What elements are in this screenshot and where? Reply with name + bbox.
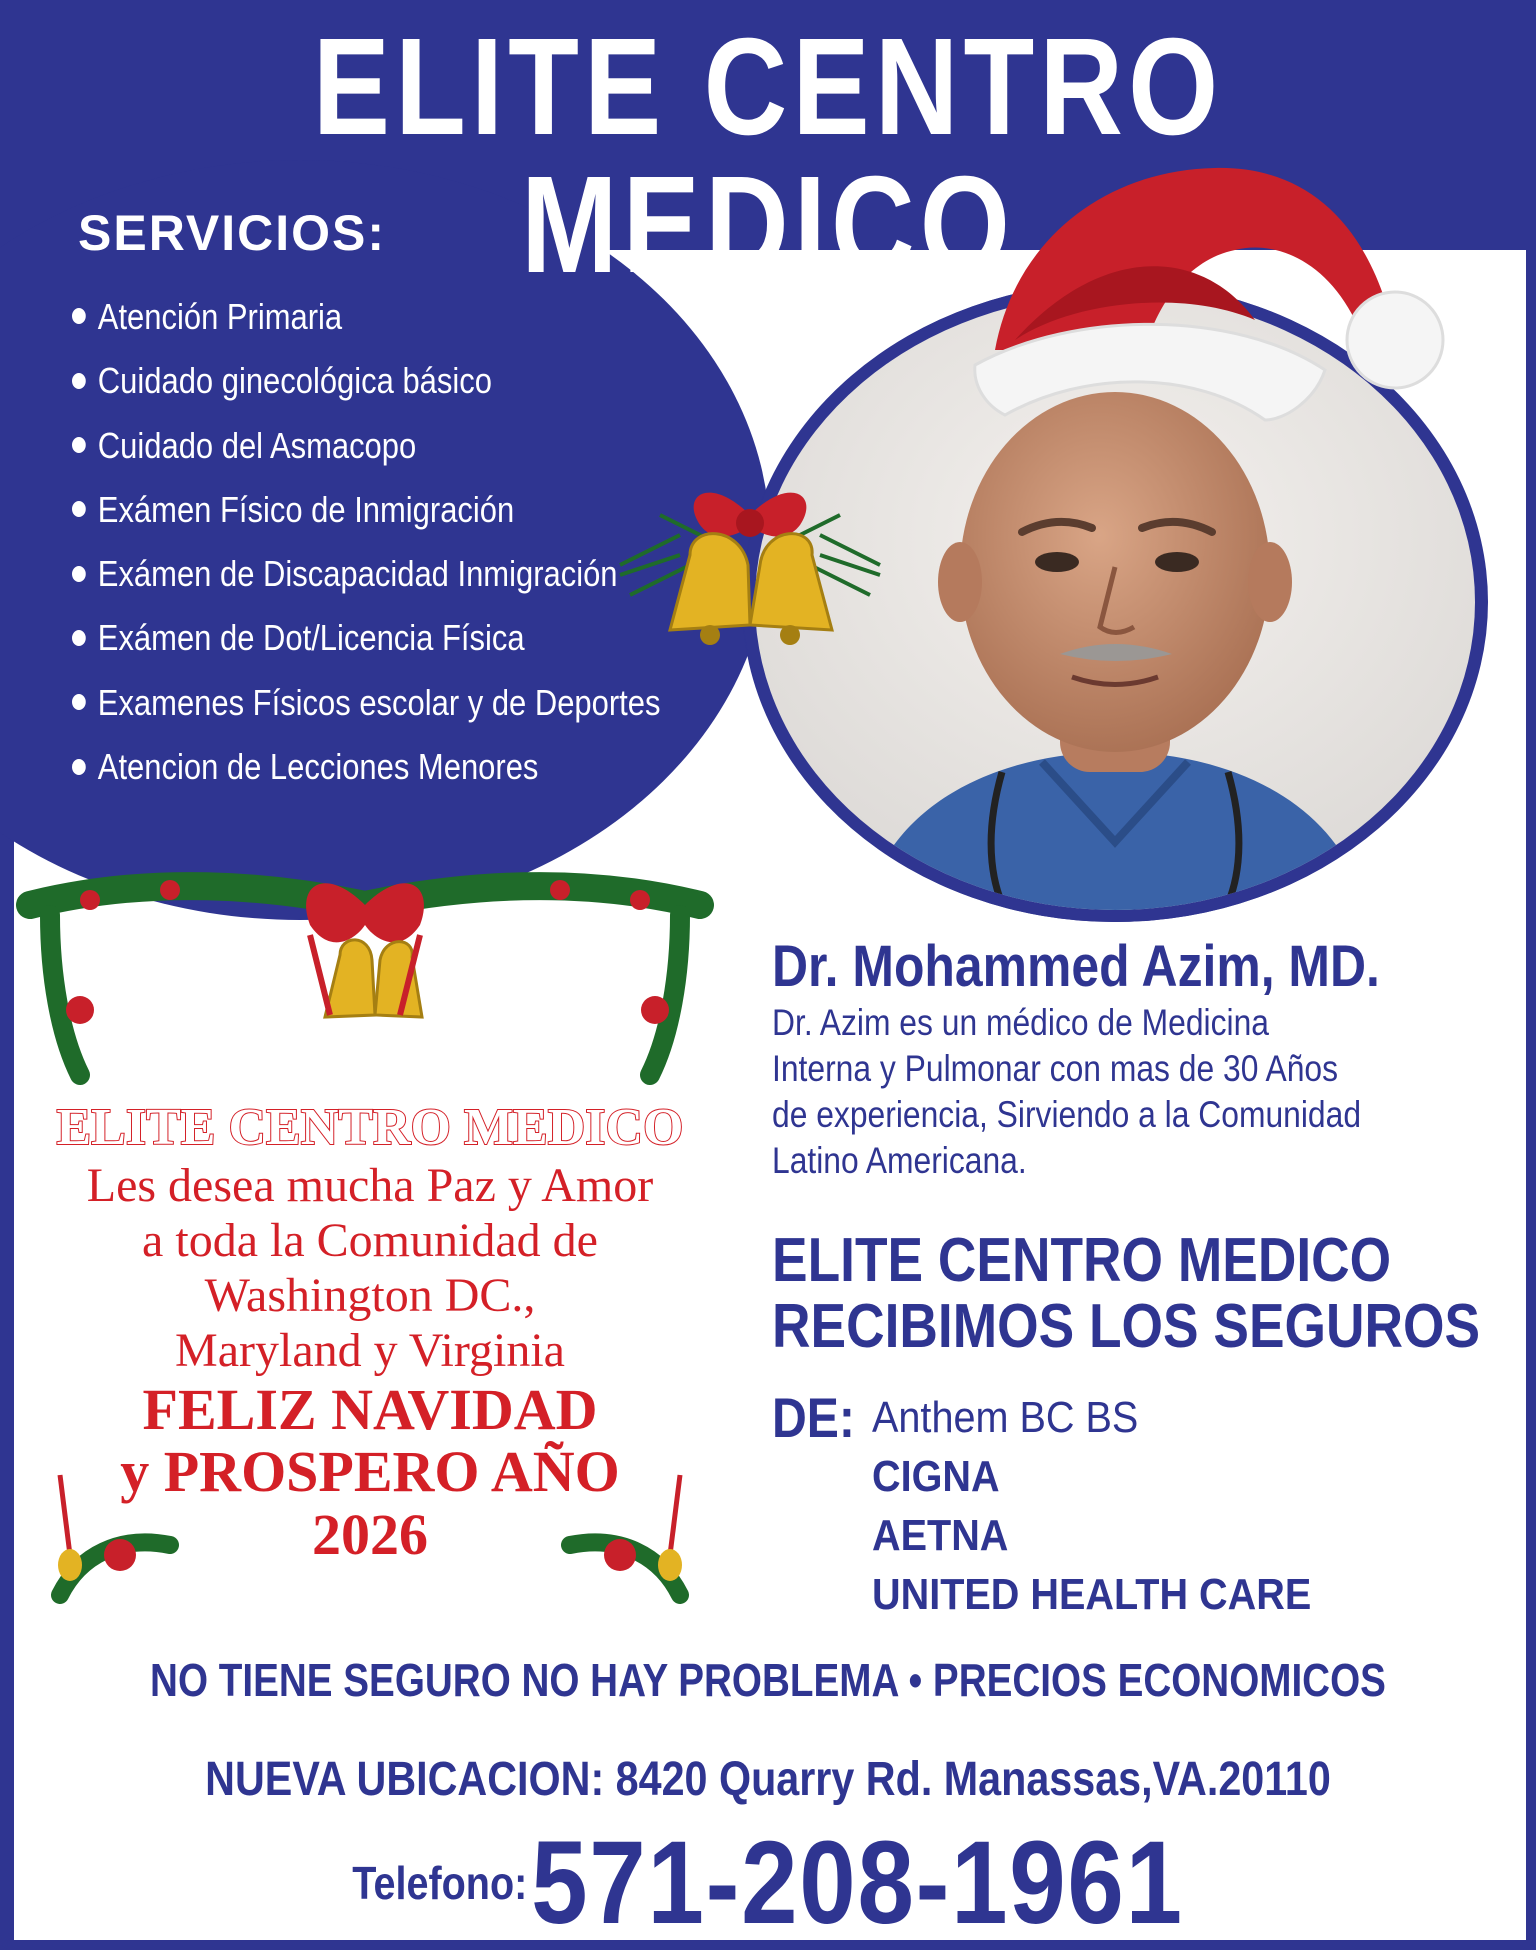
- service-item: Examenes Físicos escolar y de Deportes: [72, 671, 660, 735]
- insurance-provider: CIGNA: [872, 1452, 1000, 1501]
- service-item: Exámen de Dot/Licencia Física: [72, 606, 660, 670]
- page-title: ELITE CENTRO MEDICO: [312, 10, 1224, 302]
- doctor-bio: Dr. Azim es un médico de Medicina Interna y Pulmonar con mas de 30 Años de experiencia, Sirviendo a la Comunidad Latino Americana.: [772, 1002, 1362, 1181]
- insurance-provider: Anthem BC BS: [872, 1393, 1139, 1442]
- bullet-icon: [72, 437, 86, 453]
- holiday-line: y PROSPERO AÑO: [120, 1439, 620, 1505]
- bullet-icon: [72, 308, 86, 324]
- insurance-heading: ELITE CENTRO MEDICO RECIBIMOS LOS SEGUROS: [772, 1226, 1481, 1361]
- bullet-icon: [72, 501, 86, 517]
- service-item: Atención Primaria: [72, 285, 660, 349]
- address: NUEVA UBICACION: 8420 Quarry Rd. Manassas,VA.20110: [205, 1753, 1331, 1806]
- greeting-line: Maryland y Virginia: [175, 1324, 565, 1378]
- service-item: Cuidado del Asmacopo: [72, 414, 660, 478]
- phone-label: Telefono:: [352, 1857, 528, 1909]
- insurance-de-label: DE:: [772, 1386, 855, 1449]
- service-item: Cuidado ginecológica básico: [72, 349, 660, 413]
- phone-row: [108, 1815, 1429, 1950]
- greeting-line: a toda la Comunidad de: [142, 1213, 598, 1267]
- greeting-title: ELITE CENTRO MEDICO: [56, 1099, 684, 1156]
- santa-hat-icon: [955, 150, 1455, 450]
- no-insurance-tagline: NO TIENE SEGURO NO HAY PROBLEMA • PRECIOS ECONOMICOS: [150, 1654, 1386, 1706]
- bullet-icon: [72, 566, 86, 582]
- insurance-provider: AETNA: [872, 1511, 1009, 1560]
- service-item: Exámen Físico de Inmigración: [72, 478, 660, 542]
- bullet-icon: [72, 694, 86, 710]
- insurance-provider: UNITED HEALTH CARE: [872, 1570, 1312, 1619]
- holiday-year: 2026: [312, 1501, 428, 1567]
- holly-garland-icon: [10, 845, 720, 1105]
- holiday-greeting: [20, 1098, 720, 1566]
- bullet-icon: [72, 373, 86, 389]
- bullet-icon: [72, 759, 86, 775]
- greeting-line: Les desea mucha Paz y Amor: [86, 1158, 654, 1212]
- bullet-icon: [72, 630, 86, 646]
- service-item: Atencion de Lecciones Menores: [72, 735, 660, 799]
- doctor-name: Dr. Mohammed Azim, MD.: [772, 934, 1380, 999]
- phone-number[interactable]: 571-208-1961: [531, 1817, 1184, 1949]
- services-heading: SERVICIOS:: [78, 205, 387, 261]
- greeting-line: Washington DC.,: [204, 1269, 536, 1323]
- service-item: Exámen de Discapacidad Inmigración: [72, 542, 660, 606]
- insurance-providers: [872, 1388, 1360, 1624]
- christmas-bells-icon: [600, 455, 900, 675]
- holiday-line: FELIZ NAVIDAD: [142, 1376, 598, 1442]
